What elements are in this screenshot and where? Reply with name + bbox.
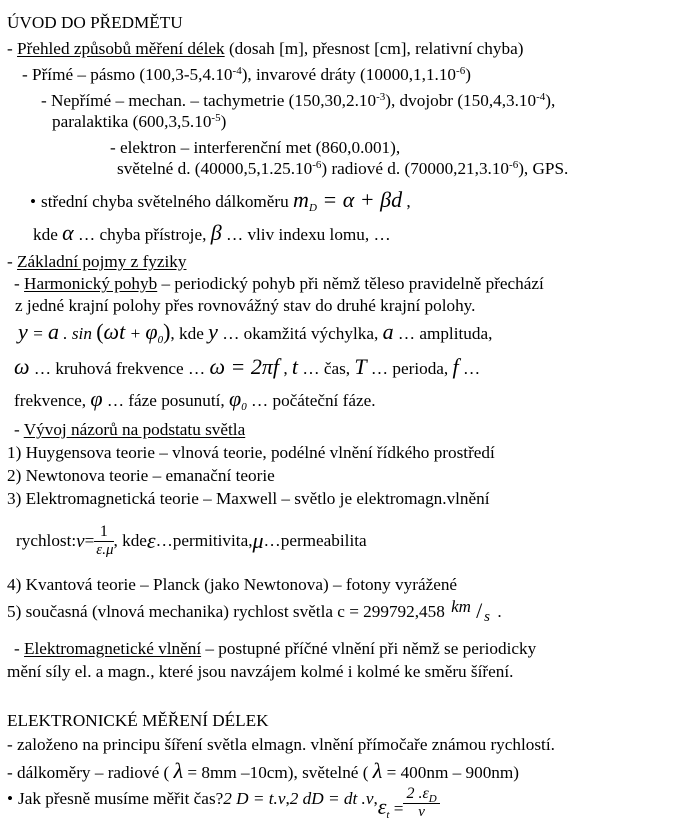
physics-heading: - Základní pojmy z fyziky (7, 252, 187, 271)
light-theory-item: 1) Huygensova teorie – vlnová teorie, podélné vlnění řídkého prostředí (7, 443, 495, 462)
frequency-phase-line: frekvence, φ … fáze posunutí, $\varphi_0$ … počáteční fáze. (14, 386, 376, 413)
error-components-line: kde α … chyba přístroje, β … vliv indexu lomu, … (33, 220, 391, 245)
speed-fraction: $\frac{1}{\varepsilon.\mu}$ (96, 523, 114, 558)
harmonic-motion-line-2: z jedné krajní polohy přes rovnovážný stav do druhé krajní polohy. (15, 296, 476, 315)
harmonic-motion-line: - Harmonický pohyb – periodický pohyb při němž těleso pravidelně přechází (14, 274, 544, 293)
principle-line: - založeno na principu šíření světla elmagn. vlnění přímočaře známou rychlostí. (7, 735, 555, 754)
light-theory-item: 2) Newtonova teorie – emanační teorie (7, 466, 275, 485)
overview-line: - Přehled způsobů měření délek (dosah [m], přesnost [cm], relativní chyba) (7, 39, 524, 58)
time-precision-line: • Jak přesně musíme měřit čas? 2 D = t.v , 2 dD = dt .v , $\varepsilon_t$ = $\frac{2 .\varepsilon_D}{v}$ (7, 790, 440, 834)
section-title-electronic: ELEKTRONICKÉ MĚŘENÍ DÉLEK (7, 711, 269, 730)
distance-meter-line: světelné d. $(40000,5,1.25.10^{-6})$ radiové d. $(70000,21,3.10^{-6})$, GPS. (117, 159, 569, 178)
range-finders-line: - dálkoměry – radiové ( λ = 8mm –10cm), světelné ( λ = 400nm – 900nm) (7, 758, 519, 783)
direct-methods-line: - Přímé – pásmo $(100,3-5,4.10^{-4})$, invarové dráty $(10000,1,1.10^{-6})$ (22, 65, 471, 84)
light-theory-item: 4) Kvantová teorie – Planck (jako Newtonova) – fotony vyrážené (7, 575, 458, 594)
speed-of-light-line: 5) současná (vlnová mechanika) rychlost světla c = 299792,458 km / s . (7, 597, 502, 625)
epsilon-fraction: $\frac{2 .\varepsilon_D}{v}$ (403, 786, 439, 820)
em-wave-line: - Elektromagnetické vlnění – postupné příčné vlnění při němž se periodicky (14, 639, 537, 658)
km-per-s-unit: km / s (451, 597, 490, 625)
harmonic-equation-line: y = a . $\sin (\omega t + \varphi_0)$, kde y … okamžitá výchylka, a … amplituda, (18, 319, 493, 346)
light-speed-formula-line: rychlost: v = $\frac{1}{\varepsilon.\mu}$ , kde ε …permitivita, μ …permeabilita (16, 523, 367, 558)
angular-frequency-line: ω … kruhová frekvence … ω = 2πf , t … čas, T … perioda, f … (14, 354, 481, 379)
overview-heading: Přehled způsobů měření délek (17, 39, 225, 58)
electron-method-line: - elektron – interferenční met (860,0.001), (110, 138, 401, 157)
em-wave-line-2: mění síly el. a magn., které jsou navzájem kolmé i kolmé ke směru šíření. (7, 662, 514, 681)
light-theory-item: 3) Elektromagnetická teorie – Maxwell – světlo je elektromagn.vlnění (7, 489, 490, 508)
indirect-methods-line: - Nepřímé – mechan. – tachymetrie $(150,30,2.10^{-3})$, dvojobr $(150,4,3.10^{-4})$, (41, 91, 556, 110)
section-title-intro: ÚVOD DO PŘEDMĚTU (7, 13, 183, 32)
harmonic-motion-term: Harmonický pohyb (24, 274, 158, 293)
em-wave-term: Elektromagnetické vlnění (24, 639, 202, 658)
light-theories-heading: - Vývoj názorů na podstatu světla (14, 420, 246, 439)
paralaktika-line: paralaktika $(600,3,5.10^{-5})$ (52, 112, 227, 131)
mean-error-line: • střední chyba světelného dálkoměru $m_D = \alpha + \beta d$ , (30, 189, 411, 211)
